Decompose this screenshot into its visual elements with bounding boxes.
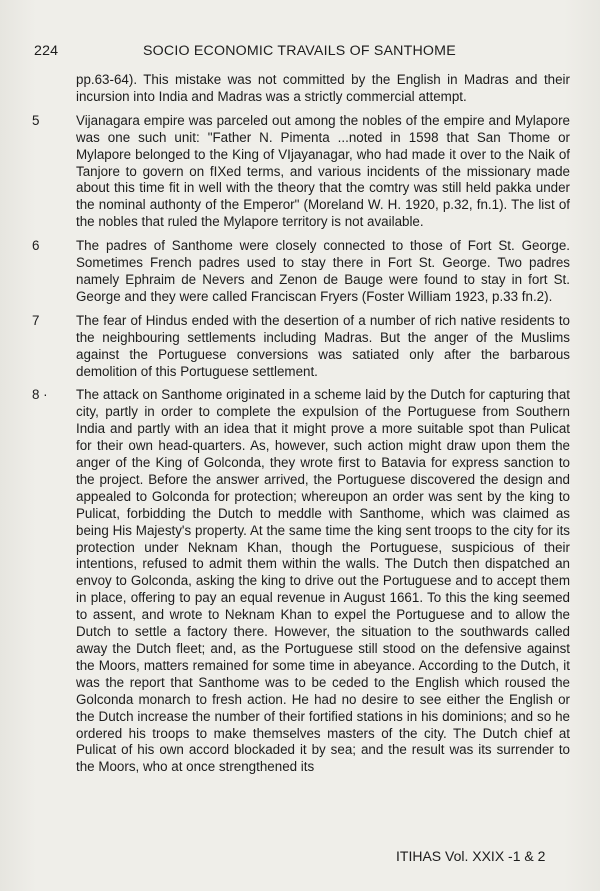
note-text: pp.63-64). This mistake was not committed by the English in Madras and their incursion into India and Madras was a strictly commercial attempt. [76, 72, 570, 104]
note-number: 6 [32, 238, 40, 254]
note-7 [30, 313, 570, 381]
page-number: 224 [34, 43, 59, 59]
note-6 [30, 238, 570, 306]
note-text: The attack on Santhome originated in a scheme laid by the Dutch for capturing that city, partly in order to complete the expulsion of the Portuguese from Southern India and partly with an idea that it might prove a more suitable spot than Pulicat for their own head-quarters. As, however, such action might draw upon them the anger of the King of Golconda, they wrote first to Batavia for express sanction to the project. Before the answer arrived, the Portuguese discovered the design and appealed to Golconda for protection; whereupon an order was sent by the king to Pulicat, forbidding the Dutch to meddle with Santhome, which was claimed as being His Majesty's property. At the same time the king sent troops to the city for its protection under Neknam Khan, though the Portuguese, suspicious of their intentions, refused to admit them within the walls. The Dutch then dispatched an envoy to Golconda, asking the king to drive out the Portuguese and to accept them in place, offering to pay an equal revenue in August 1661. To this the king seemed to assent, and wrote to Neknam Khan to expel the Portuguese and to allow the Dutch to settle a factory there. However, the situation to the southwards called away the Dutch fleet; and, as the Portuguese still stood on the defensive against the Moors, matters remained for some time in abeyance. According to the Dutch, it was the report that Santhome was to be ceded to the English which roused the Golconda monarch to fresh action. He had no desire to see either the English or the Dutch increase the number of their fortified stations in his dominions; and so he ordered his troops to make themselves masters of the city. The Dutch chief at Pulicat of his own accord blockaded it by sea; and the result was its surrender to the Moors, who at once strengthened its [76, 387, 570, 775]
note-continuation [30, 72, 570, 106]
note-number: 7 [32, 312, 40, 328]
note-text: The padres of Santhome were closely connected to those of Fort St. George. Sometimes French padres used to stay there in Fort St. George. Two padres namely Ephraim de Nevers and Zenon de Bauge were found to stay in fort St. George and they were called Franciscan Fryers (Foster William 1923, p.33 fn.2). [76, 238, 570, 304]
note-number: 5 [32, 112, 40, 128]
note-number: 8 · [32, 387, 48, 403]
note-text: Vijanagara empire was parceled out among the nobles of the empire and Mylapore was one such unit: "Father N. Pimenta ...noted in 1598 that San Thome or Mylapore belonged to the King of VIjayanagar, who had made it over to the Naik of Tanjore to govern on fIXed terms, and various incidents of the missionary made about this time fit in well with the theory that the comtry was still held pakka under the nominal authonty of the Emperor" (Moreland W. H. 1920, p.32, fn.1). The list of the nobles that ruled the Mylapore territory is not available. [76, 112, 570, 230]
note-text: The fear of Hindus ended with the desertion of a number of rich native residents to the neighbouring settlements including Madras. But the anger of the Muslims against the Portuguese conversions was satiated only after the barbarous demolition of this Portuguese settlement. [76, 312, 570, 379]
journal-footer: ITIHAS Vol. XXIX -1 & 2 [396, 848, 546, 864]
endnotes-body [30, 72, 570, 776]
page-header [30, 43, 570, 63]
running-title: SOCIO ECONOMIC TRAVAILS OF SANTHOME [143, 43, 456, 59]
note-5 [30, 113, 570, 231]
note-8 [30, 387, 570, 776]
